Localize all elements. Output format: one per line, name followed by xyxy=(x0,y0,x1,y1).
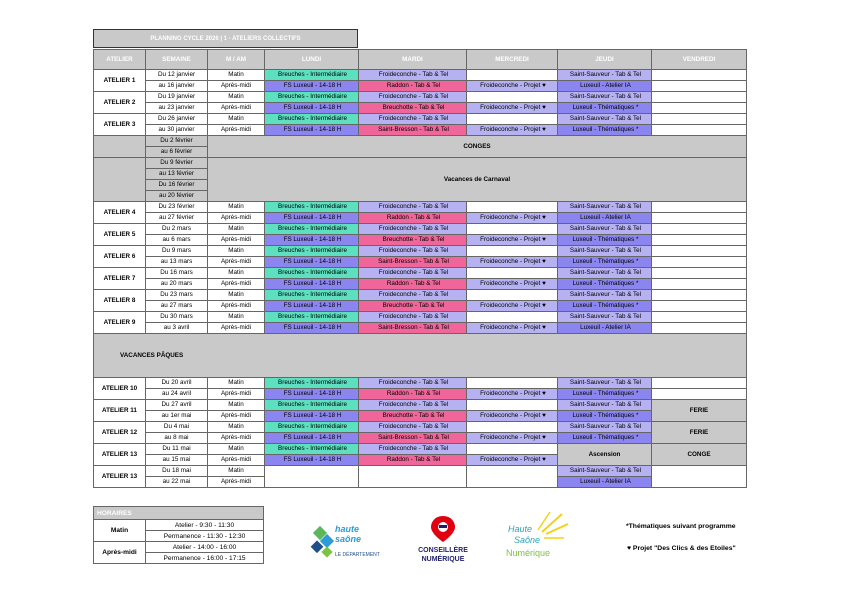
session-cell: Froideconche - Projet ♥ xyxy=(467,257,558,268)
note-thematiques: *Thématiques suivant programme xyxy=(626,523,736,530)
table-row xyxy=(94,114,747,125)
atelier-label: ATELIER 11 xyxy=(94,400,146,422)
week-end: au 3 avril xyxy=(146,323,208,334)
week-end: au 8 mai xyxy=(146,433,208,444)
session-cell: Saint-Sauveur - Tab & Tel xyxy=(558,378,652,389)
session-cell: Luxeuil - Thématiques * xyxy=(558,433,652,444)
week-start: Du 23 février xyxy=(146,202,208,213)
atelier-label: ATELIER 5 xyxy=(94,224,146,246)
period-matin: Matin xyxy=(208,444,265,455)
session-cell: FS Luxeuil - 14-18 H xyxy=(265,433,359,444)
session-cell: Froideconche - Projet ♥ xyxy=(467,411,558,422)
session-cell: Froideconche - Projet ♥ xyxy=(467,455,558,466)
week-start: Du 12 janvier xyxy=(146,70,208,81)
table-row xyxy=(94,400,747,411)
session-cell: Froideconche - Tab & Tel xyxy=(359,312,467,323)
session-cell: Froideconche - Tab & Tel xyxy=(359,444,467,455)
period-matin: Matin xyxy=(208,70,265,81)
atelier-label: ATELIER 10 xyxy=(94,378,146,400)
empty-cell xyxy=(467,466,558,488)
empty-cell xyxy=(652,70,747,81)
ferie-cell: FERIE xyxy=(652,400,747,422)
table-row xyxy=(94,213,747,224)
period-apm: Après-midi xyxy=(208,323,265,334)
empty-cell xyxy=(467,400,558,411)
session-cell: Saint-Sauveur - Tab & Tel xyxy=(558,92,652,103)
session-cell: Raddon - Tab & Tel xyxy=(359,213,467,224)
session-cell: Froideconche - Tab & Tel xyxy=(359,378,467,389)
session-cell: Breuches - Intermédiaire xyxy=(265,378,359,389)
week-start: Du 23 mars xyxy=(146,290,208,301)
session-cell: Froideconche - Tab & Tel xyxy=(359,114,467,125)
empty-cell xyxy=(652,81,747,92)
horaires-matin-perm: Permanence - 11:30 - 12:30 xyxy=(146,531,264,542)
period-apm: Après-midi xyxy=(208,257,265,268)
col-period: M / AM xyxy=(208,50,265,70)
empty-cell xyxy=(652,268,747,279)
period-matin: Matin xyxy=(208,378,265,389)
empty-cell xyxy=(467,70,558,81)
session-cell: Saint-Sauveur - Tab & Tel xyxy=(558,422,652,433)
ferie-cell: FERIE xyxy=(652,422,747,444)
session-cell: Froideconche - Tab & Tel xyxy=(359,400,467,411)
sun-rays-icon xyxy=(538,512,568,538)
carnaval-banner: Vacances de Carnaval xyxy=(208,158,747,202)
session-cell: Breuchotte - Tab & Tel xyxy=(359,301,467,312)
logo-text-haute: haute xyxy=(335,524,360,534)
period-matin: Matin xyxy=(208,422,265,433)
table-row xyxy=(94,224,747,235)
session-cell: Froideconche - Tab & Tel xyxy=(359,224,467,235)
table-row xyxy=(94,312,747,323)
atelier-label: ATELIER 3 xyxy=(94,114,146,136)
atelier-label: ATELIER 12 xyxy=(94,422,146,444)
session-cell: Froideconche - Projet ♥ xyxy=(467,235,558,246)
session-cell: Saint-Sauveur - Tab & Tel xyxy=(558,312,652,323)
map-pin-icon xyxy=(431,516,455,542)
session-cell: Breuches - Intermédiaire xyxy=(265,422,359,433)
empty-cell xyxy=(467,268,558,279)
atelier-label: ATELIER 13 xyxy=(94,466,146,488)
session-cell: Froideconche - Tab & Tel xyxy=(359,290,467,301)
empty-cell xyxy=(652,279,747,290)
week-end: au 20 février xyxy=(146,191,208,202)
session-cell: Froideconche - Projet ♥ xyxy=(467,301,558,312)
week-end: au 13 février xyxy=(146,169,208,180)
table-row xyxy=(94,125,747,136)
empty-cell xyxy=(467,92,558,103)
empty-cell xyxy=(467,378,558,389)
session-cell: Froideconche - Tab & Tel xyxy=(359,202,467,213)
table-row xyxy=(94,422,747,433)
empty-cell xyxy=(467,444,558,455)
session-cell: Breuchotte - Tab & Tel xyxy=(359,235,467,246)
period-apm: Après-midi xyxy=(208,301,265,312)
empty-cell xyxy=(467,224,558,235)
session-cell: Breuches - Intermédiaire xyxy=(265,224,359,235)
session-cell: FS Luxeuil - 14-18 H xyxy=(265,455,359,466)
session-cell: FS Luxeuil - 14-18 H xyxy=(265,81,359,92)
session-cell: Breuches - Intermédiaire xyxy=(265,70,359,81)
col-mercredi: MERCREDI xyxy=(467,50,558,70)
logo-text-conseillere: CONSEILLÈRE xyxy=(418,547,468,554)
empty-cell xyxy=(652,466,747,488)
empty-cell xyxy=(467,290,558,301)
period-apm: Après-midi xyxy=(208,477,265,488)
session-cell: Froideconche - Projet ♥ xyxy=(467,81,558,92)
period-matin: Matin xyxy=(208,400,265,411)
week-start: Du 27 avril xyxy=(146,400,208,411)
empty-cell xyxy=(652,224,747,235)
empty-cell xyxy=(467,114,558,125)
week-start: Du 2 février xyxy=(146,136,208,147)
empty-cell xyxy=(467,422,558,433)
table-row xyxy=(94,158,747,169)
session-cell: FS Luxeuil - 14-18 H xyxy=(265,323,359,334)
session-cell: Breuches - Intermédiaire xyxy=(265,202,359,213)
session-cell: Froideconche - Tab & Tel xyxy=(359,268,467,279)
session-cell: Saint-Bresson - Tab & Tel xyxy=(359,125,467,136)
week-end: au 24 avril xyxy=(146,389,208,400)
week-start: Du 11 mai xyxy=(146,444,208,455)
session-cell: Breuches - Intermédiaire xyxy=(265,92,359,103)
period-apm: Après-midi xyxy=(208,455,265,466)
session-cell: FS Luxeuil - 14-18 H xyxy=(265,257,359,268)
week-start: Du 9 mars xyxy=(146,246,208,257)
horaires-apm-atelier: Atelier - 14:00 - 16:00 xyxy=(146,542,264,553)
empty-cell xyxy=(652,257,747,268)
session-cell: Froideconche - Tab & Tel xyxy=(359,422,467,433)
empty-cell xyxy=(652,312,747,323)
session-cell: Raddon - Tab & Tel xyxy=(359,279,467,290)
session-cell: Saint-Bresson - Tab & Tel xyxy=(359,323,467,334)
logo-text-saone: saône xyxy=(335,534,362,544)
atelier-label: ATELIER 4 xyxy=(94,202,146,224)
atelier-label: ATELIER 1 xyxy=(94,70,146,92)
empty-cell xyxy=(652,213,747,224)
period-matin: Matin xyxy=(208,114,265,125)
horaires-apm-perm: Permanence - 16:00 - 17:15 xyxy=(146,553,264,564)
week-start: Du 9 février xyxy=(146,158,208,169)
week-start: Du 26 janvier xyxy=(146,114,208,125)
table-row xyxy=(94,235,747,246)
session-cell: Luxeuil - Atelier IA xyxy=(558,213,652,224)
planning-title: PLANNING CYCLE 2026 | 1 - ATELIERS COLLECTIFS xyxy=(93,29,358,48)
logo-text-haute: Haute xyxy=(508,524,533,534)
session-cell: FS Luxeuil - 14-18 H xyxy=(265,279,359,290)
haute-saone-numerique-logo xyxy=(502,510,572,562)
col-vendredi: VENDREDI xyxy=(652,50,747,70)
week-end: au 1er mai xyxy=(146,411,208,422)
conge-cell: CONGE xyxy=(652,444,747,466)
week-end: au 23 janvier xyxy=(146,103,208,114)
period-matin: Matin xyxy=(208,312,265,323)
session-cell: Raddon - Tab & Tel xyxy=(359,389,467,400)
horaires-title: HORAIRES xyxy=(94,507,264,520)
haute-saone-departement-logo xyxy=(307,514,380,564)
period-apm: Après-midi xyxy=(208,81,265,92)
atelier-label: ATELIER 6 xyxy=(94,246,146,268)
empty-cell xyxy=(94,136,146,158)
logo-text-saone: Saône xyxy=(514,535,541,545)
session-cell: Froideconche - Projet ♥ xyxy=(467,279,558,290)
week-start: Du 16 mars xyxy=(146,268,208,279)
horaires-matin-label: Matin xyxy=(94,520,146,542)
session-cell: Froideconche - Projet ♥ xyxy=(467,103,558,114)
week-start: Du 19 janvier xyxy=(146,92,208,103)
note-projet: ♥ Projet "Des Clics & des Etoiles" xyxy=(627,545,736,552)
session-cell: Breuches - Intermédiaire xyxy=(265,246,359,257)
empty-cell xyxy=(652,125,747,136)
session-cell: Breuchotte - Tab & Tel xyxy=(359,411,467,422)
paques-banner: VACANCES PÂQUES xyxy=(94,334,747,378)
empty-cell xyxy=(652,301,747,312)
atelier-label: ATELIER 9 xyxy=(94,312,146,334)
session-cell: Raddon - Tab & Tel xyxy=(359,81,467,92)
empty-cell xyxy=(265,466,359,488)
atelier-label: ATELIER 13 xyxy=(94,444,146,466)
session-cell: Saint-Sauveur - Tab & Tel xyxy=(558,224,652,235)
session-cell: FS Luxeuil - 14-18 H xyxy=(265,103,359,114)
table-row xyxy=(94,268,747,279)
period-matin: Matin xyxy=(208,290,265,301)
week-start: Du 30 mars xyxy=(146,312,208,323)
session-cell: Breuches - Intermédiaire xyxy=(265,114,359,125)
empty-cell xyxy=(652,103,747,114)
session-cell: Luxeuil - Thématiques * xyxy=(558,279,652,290)
session-cell: Froideconche - Projet ♥ xyxy=(467,389,558,400)
empty-cell xyxy=(467,202,558,213)
table-row xyxy=(94,279,747,290)
week-end: au 20 mars xyxy=(146,279,208,290)
header-row xyxy=(94,50,747,70)
conseillere-numerique-logo xyxy=(411,512,475,564)
atelier-label: ATELIER 8 xyxy=(94,290,146,312)
week-end: au 13 mars xyxy=(146,257,208,268)
horaires-table xyxy=(93,506,264,564)
session-cell: Luxeuil - Atelier IA xyxy=(558,81,652,92)
atelier-label: ATELIER 2 xyxy=(94,92,146,114)
week-end: au 15 mai xyxy=(146,455,208,466)
session-cell: FS Luxeuil - 14-18 H xyxy=(265,389,359,400)
period-apm: Après-midi xyxy=(208,125,265,136)
table-row xyxy=(94,378,747,389)
week-end: au 27 février xyxy=(146,213,208,224)
session-cell: FS Luxeuil - 14-18 H xyxy=(265,125,359,136)
empty-cell xyxy=(652,389,747,400)
session-cell: Breuches - Intermédiaire xyxy=(265,312,359,323)
week-start: Du 20 avril xyxy=(146,378,208,389)
week-end: au 6 février xyxy=(146,147,208,158)
session-cell: Froideconche - Projet ♥ xyxy=(467,125,558,136)
logo-text-departement: LE DÉPARTEMENT xyxy=(335,552,380,558)
week-start: Du 4 mai xyxy=(146,422,208,433)
session-cell: FS Luxeuil - 14-18 H xyxy=(265,411,359,422)
empty-cell xyxy=(652,378,747,389)
session-cell: FS Luxeuil - 14-18 H xyxy=(265,235,359,246)
horaires-matin-atelier: Atelier - 9:30 - 11:30 xyxy=(146,520,264,531)
period-matin: Matin xyxy=(208,268,265,279)
empty-cell xyxy=(652,202,747,213)
empty-cell xyxy=(652,323,747,334)
session-cell: Luxeuil - Thématiques * xyxy=(558,301,652,312)
period-matin: Matin xyxy=(208,224,265,235)
table-row xyxy=(94,433,747,444)
period-apm: Après-midi xyxy=(208,389,265,400)
period-matin: Matin xyxy=(208,202,265,213)
period-apm: Après-midi xyxy=(208,279,265,290)
empty-cell xyxy=(467,312,558,323)
period-apm: Après-midi xyxy=(208,433,265,444)
table-row xyxy=(94,334,747,378)
week-end: au 6 mars xyxy=(146,235,208,246)
empty-cell xyxy=(652,290,747,301)
table-row xyxy=(94,301,747,312)
planning-table xyxy=(93,49,747,488)
col-lundi: LUNDI xyxy=(265,50,359,70)
session-cell: Froideconche - Tab & Tel xyxy=(359,246,467,257)
session-cell: Saint-Sauveur - Tab & Tel xyxy=(558,246,652,257)
session-cell: Saint-Bresson - Tab & Tel xyxy=(359,433,467,444)
week-end: au 22 mai xyxy=(146,477,208,488)
session-cell: FS Luxeuil - 14-18 H xyxy=(265,213,359,224)
session-cell: Saint-Sauveur - Tab & Tel xyxy=(558,466,652,477)
period-apm: Après-midi xyxy=(208,213,265,224)
session-cell: Raddon - Tab & Tel xyxy=(359,455,467,466)
session-cell: Froideconche - Projet ♥ xyxy=(467,213,558,224)
empty-cell xyxy=(652,246,747,257)
table-row xyxy=(94,103,747,114)
session-cell: Breuches - Intermédiaire xyxy=(265,268,359,279)
session-cell: Breuches - Intermédiaire xyxy=(265,400,359,411)
session-cell: Saint-Sauveur - Tab & Tel xyxy=(558,70,652,81)
period-apm: Après-midi xyxy=(208,103,265,114)
session-cell: Luxeuil - Atelier IA xyxy=(558,477,652,488)
session-cell: Froideconche - Tab & Tel xyxy=(359,70,467,81)
empty-cell xyxy=(94,158,146,202)
period-matin: Matin xyxy=(208,466,265,477)
logo-text-numerique: Numérique xyxy=(506,548,551,558)
week-start: Du 2 mars xyxy=(146,224,208,235)
session-cell: Saint-Sauveur - Tab & Tel xyxy=(558,268,652,279)
atelier-label: ATELIER 7 xyxy=(94,268,146,290)
horaires-apm-label: Après-midi xyxy=(94,542,146,564)
period-matin: Matin xyxy=(208,246,265,257)
week-end: au 30 janvier xyxy=(146,125,208,136)
table-row xyxy=(94,444,747,455)
session-cell: Froideconche - Projet ♥ xyxy=(467,433,558,444)
empty-cell xyxy=(652,114,747,125)
col-semaine: SEMAINE xyxy=(146,50,208,70)
logo-text-numerique: NUMÉRIQUE xyxy=(421,556,465,563)
session-cell: Luxeuil - Atelier IA xyxy=(558,323,652,334)
session-cell: Luxeuil - Thématiques * xyxy=(558,257,652,268)
session-cell: Luxeuil - Thématiques * xyxy=(558,235,652,246)
session-cell: Luxeuil - Thématiques * xyxy=(558,389,652,400)
table-row xyxy=(94,70,747,81)
period-apm: Après-midi xyxy=(208,411,265,422)
session-cell: Froideconche - Projet ♥ xyxy=(467,323,558,334)
period-matin: Matin xyxy=(208,92,265,103)
table-row xyxy=(94,202,747,213)
table-row xyxy=(94,290,747,301)
session-cell: FS Luxeuil - 14-18 H xyxy=(265,301,359,312)
table-row xyxy=(94,81,747,92)
empty-cell xyxy=(467,246,558,257)
session-cell: Breuches - Intermédiaire xyxy=(265,290,359,301)
table-row xyxy=(94,92,747,103)
session-cell: Froideconche - Tab & Tel xyxy=(359,92,467,103)
col-atelier: ATELIER xyxy=(94,50,146,70)
puzzle-icon xyxy=(311,526,334,558)
session-cell: Saint-Sauveur - Tab & Tel xyxy=(558,400,652,411)
session-cell: Breuchotte - Tab & Tel xyxy=(359,103,467,114)
empty-cell xyxy=(652,92,747,103)
week-end: au 27 mars xyxy=(146,301,208,312)
session-cell: Luxeuil - Thématiques * xyxy=(558,125,652,136)
table-row xyxy=(94,257,747,268)
period-apm: Après-midi xyxy=(208,235,265,246)
empty-cell xyxy=(359,466,467,488)
session-cell: Saint-Sauveur - Tab & Tel xyxy=(558,114,652,125)
col-mardi: MARDI xyxy=(359,50,467,70)
table-row xyxy=(94,323,747,334)
col-jeudi: JEUDI xyxy=(558,50,652,70)
session-cell: Saint-Sauveur - Tab & Tel xyxy=(558,202,652,213)
week-start: Du 16 février xyxy=(146,180,208,191)
session-cell: Saint-Bresson - Tab & Tel xyxy=(359,257,467,268)
table-row xyxy=(94,389,747,400)
session-cell: Luxeuil - Thématiques * xyxy=(558,411,652,422)
week-end: au 16 janvier xyxy=(146,81,208,92)
table-row xyxy=(94,466,747,477)
conges-banner: CONGES xyxy=(208,136,747,158)
session-cell: Luxeuil - Thématiques * xyxy=(558,103,652,114)
table-row xyxy=(94,411,747,422)
empty-cell xyxy=(652,235,747,246)
week-start: Du 18 mai xyxy=(146,466,208,477)
session-cell: Saint-Sauveur - Tab & Tel xyxy=(558,290,652,301)
ascension-cell: Ascension xyxy=(558,444,652,466)
table-row xyxy=(94,246,747,257)
table-row xyxy=(94,136,747,147)
session-cell: Breuches - Intermédiaire xyxy=(265,444,359,455)
